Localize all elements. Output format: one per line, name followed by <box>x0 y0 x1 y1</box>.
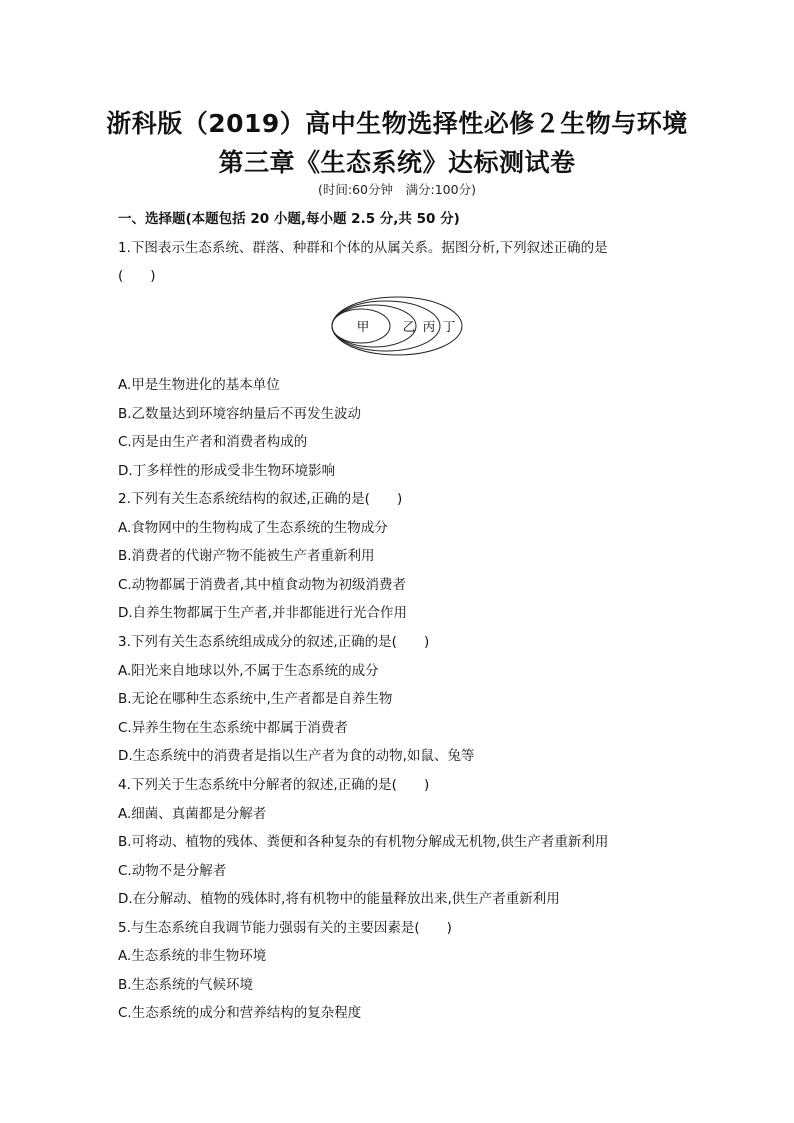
question-3-option-c: C.异养生物在生态系统中都属于消费者 <box>118 720 348 736</box>
question-4-option-b: B.可将动、植物的残体、粪便和各种复杂的有机物分解成无机物,供生产者重新利用 <box>118 834 609 850</box>
question-3-stem: 3.下列有关生态系统组成成分的叙述,正确的是( ) <box>118 634 430 650</box>
label-jia: 甲 <box>356 319 370 334</box>
doc-title-line2: 第三章《生态系统》达标测试卷 <box>218 148 576 177</box>
label-ding: 丁 <box>442 319 456 334</box>
question-3-option-b: B.无论在哪种生态系统中,生产者都是自养生物 <box>118 691 393 707</box>
question-2-option-c: C.动物都属于消费者,其中植食动物为初级消费者 <box>118 577 407 593</box>
doc-subtitle: (时间:60分钟 满分:100分) <box>318 182 476 197</box>
question-1-option-d: D.丁多样性的形成受非生物环境影响 <box>118 463 336 479</box>
question-1-option-c: C.丙是由生产者和消费者构成的 <box>118 434 308 450</box>
question-4-option-d: D.在分解动、植物的残体时,将有机物中的能量释放出来,供生产者重新利用 <box>118 891 560 907</box>
label-yi: 乙 <box>402 319 416 334</box>
question-3-option-a: A.阳光来自地球以外,不属于生态系统的成分 <box>118 663 379 679</box>
question-4-stem: 4.下列关于生态系统中分解者的叙述,正确的是( ) <box>118 777 430 793</box>
label-bing: 丙 <box>422 319 436 334</box>
question-1-stem: 1.下图表示生态系统、群落、种群和个体的从属关系。据图分析,下列叙述正确的是 <box>118 240 608 256</box>
question-1-option-b: B.乙数量达到环境容纳量后不再发生波动 <box>118 406 362 422</box>
question-4-option-a: A.细菌、真菌都是分解者 <box>118 806 267 822</box>
section-heading: 一、选择题(本题包括 20 小题,每小题 2.5 分,共 50 分) <box>118 211 460 227</box>
doc-title-line1: 浙科版（2019）高中生物选择性必修２生物与环境 <box>106 109 688 138</box>
question-5-option-a: A.生态系统的非生物环境 <box>118 948 267 964</box>
nested-ellipse-diagram <box>330 295 464 357</box>
question-5-option-b: B.生态系统的气候环境 <box>118 977 254 993</box>
question-5-option-c: C.生态系统的成分和营养结构的复杂程度 <box>118 1005 362 1021</box>
question-3-option-d: D.生态系统中的消费者是指以生产者为食的动物,如鼠、兔等 <box>118 748 475 764</box>
question-2-option-d: D.自养生物都属于生产者,并非都能进行光合作用 <box>118 605 407 621</box>
question-2-option-b: B.消费者的代谢产物不能被生产者重新利用 <box>118 548 375 564</box>
question-2-option-a: A.食物网中的生物构成了生态系统的生物成分 <box>118 520 388 536</box>
question-5-stem: 5.与生态系统自我调节能力强弱有关的主要因素是( ) <box>118 920 452 936</box>
question-1-option-a: A.甲是生物进化的基本单位 <box>118 377 280 393</box>
question-4-option-c: C.动物不是分解者 <box>118 863 227 879</box>
question-1-stem-bracket: ( ) <box>118 268 156 284</box>
question-2-stem: 2.下列有关生态系统结构的叙述,正确的是( ) <box>118 491 403 507</box>
